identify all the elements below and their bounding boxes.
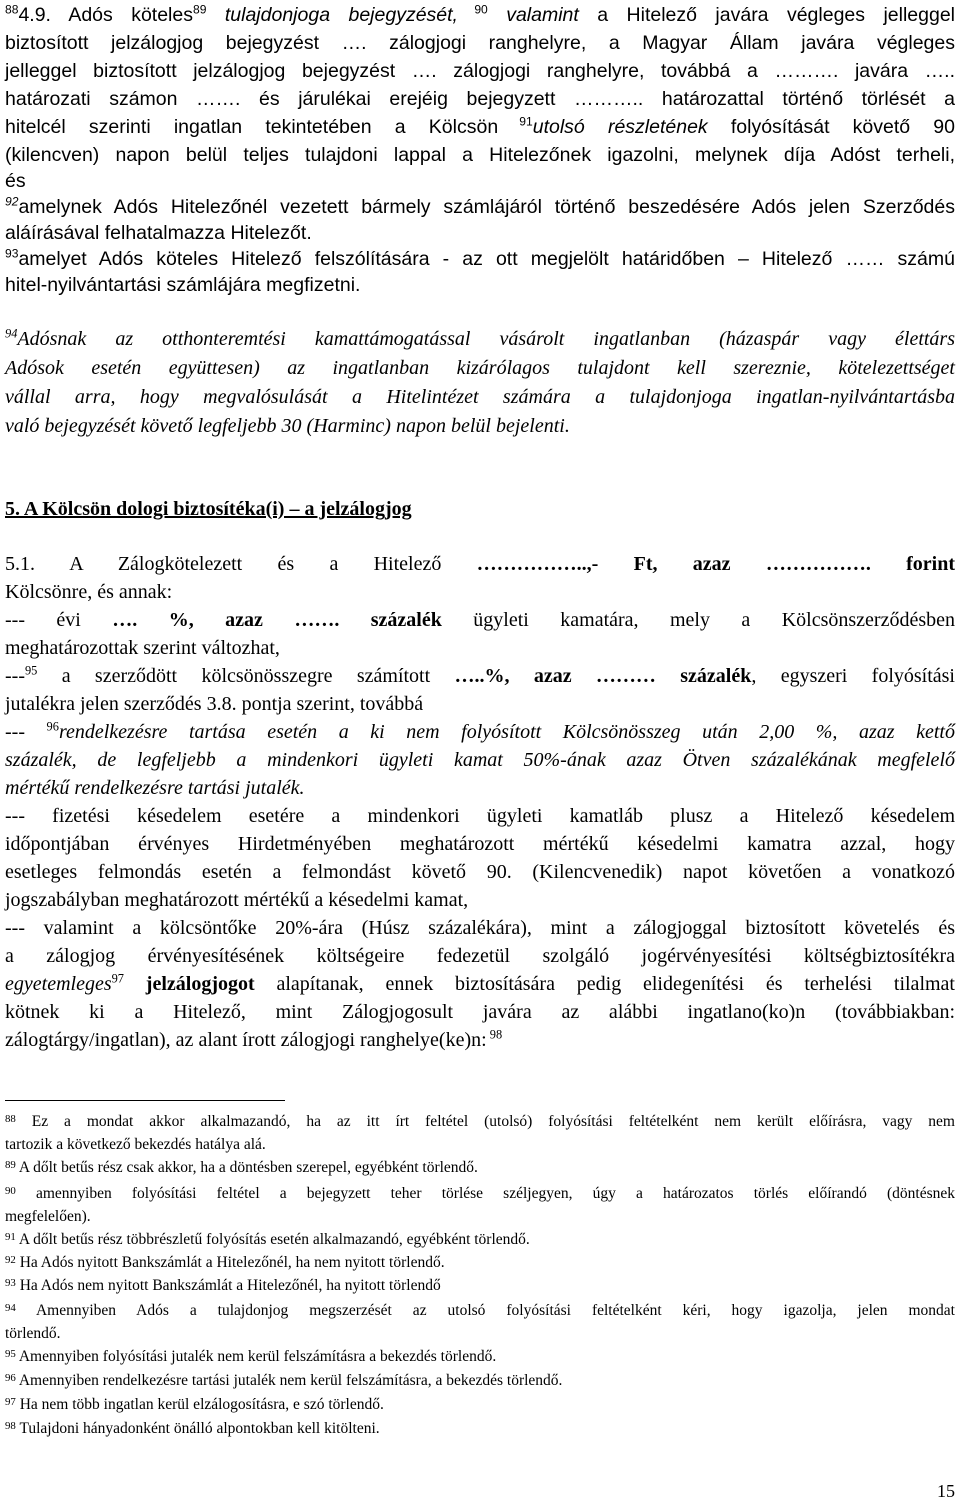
footnote-text: Amennyiben Adós a tulajdonjog megszerzését az utolsó folyósítási feltételként kéri, hogy igazolja, jelen mondat [15,1302,955,1319]
text-line: vállal arra, hogy megvalósulását a Hitelintézet számára a tulajdonjoga ingatlan-nyilvántartásba [5,386,955,408]
footnote-ref[interactable]: 90 [457,2,488,17]
text-span: utolsó részletének [532,116,708,138]
text-line: jogszabályban meghatározott mértékű a késedelmi kamat, [5,889,469,911]
footnote-97 [5,1395,955,1415]
footnote-90-cont: megfelelően). [5,1208,91,1225]
text-span: tulajdonjoga bejegyzését, [206,4,458,26]
text-span: --- [5,665,25,687]
footnote-ref[interactable]: 91 [498,114,533,129]
text-span: Adósnak az otthonteremtési kamattámogatással vásárolt ingatlanban (házaspár vagy élettárs [17,328,955,350]
footnote-88-cont: tartozik a következő bekezdés hatálya alá. [5,1136,266,1153]
text-span: valamint [487,4,579,26]
footnote-number: 94 [5,1302,16,1315]
footnote-number: 95 [5,1348,16,1361]
text-line: jutalékra jelen szerződés 3.8. pontja szerint, továbbá [5,693,424,715]
footnote-89 [5,1158,955,1178]
text-span: ügyleti kamatára, mely a Kölcsönszerződésben [441,609,955,631]
footnote-94 [5,1301,955,1321]
text-line: hitel-nyilvántartási számlájára megfizetni. [5,274,361,296]
footnote-text: Amennyiben rendelkezésre tartási jutalék nem kerül felszámításra, a bekezdés törlendő. [15,1372,563,1389]
footnote-ref[interactable]: 92 [5,194,19,209]
footnote-number: 92 [5,1254,16,1267]
text-line [5,551,955,577]
text-line: aláírásával felhatalmazza Hitelezőt. [5,222,312,244]
text-span: 5.1. A Zálogkötelezett és a Hitelező [5,553,477,575]
text-span: --- évi [5,609,113,631]
section-number: 4.9. [18,4,51,26]
text-line: való bejegyzését követő legfeljebb 30 (Harminc) napon belül bejelenti. [5,415,570,437]
text-span: amelyet Adós köteles Hitelező felszólítására - az ott megjelölt határidőben – Hitelező …… számú [18,248,955,270]
footnote-92 [5,1253,955,1273]
text-line: meghatározottak szerint változhat, [5,637,280,659]
text-span: hitelcél szerinti ingatlan tekintetében a Kölcsön [5,116,499,138]
text-line: biztosított jelzálogjog bejegyzést …. zálogjogi ranghelyre, a Magyar Állam javára végleges [5,32,955,54]
footnote-95 [5,1347,955,1367]
text-line [5,194,955,220]
footnote-ref[interactable]: 94 [5,326,18,341]
text-line [5,355,955,381]
text-line [5,607,955,633]
footnote-number: 93 [5,1277,16,1290]
text-span: rendelkezésre tartása esetén a ki nem folyósított Kölcsönösszeg után 2,00 %, azaz kettő [58,721,955,743]
text-line: és [5,170,26,192]
text-span: tulajdont kell szereznie, kötelezettséget [549,357,955,379]
footnote-number: 90 [5,1185,16,1198]
footnote-96 [5,1371,955,1391]
text-line: időpontjában érvényes Hirdetményében meghatározott mértékű késedelmi kamatra azzal, hogy [5,833,955,855]
footnote-ref[interactable]: 97 [111,971,124,986]
footnote-text: amennyiben folyósítási feltétel a bejegyzett teher törlése széljegyen, úgy a határozatos törlés előírandó (döntésnek [15,1185,955,1202]
text-line: százalék, de legfeljebb a mindenkori ügyleti kamat 50%-ának azaz Ötven százalékának megfelelő [5,749,955,771]
text-line: (kilencven) napon belül teljes tulajdoni lappal a Hitelezőnek igazolni, melynek díja Adóst terheli, [5,144,955,166]
text-span: zálogtárgy/ingatlan), az alant írott zálogjogi ranghelye(ke)n: [5,1029,487,1051]
footnote-ref[interactable]: 98 [486,1027,503,1042]
text-span: alapítanak, ennek biztosítására pedig elidegenítési és terhelési tilalmat [254,973,955,995]
footnote-text: Amennyiben folyósítási jutalék nem kerül felszámításra a bekezdés törlendő. [15,1348,497,1365]
text-line: --- fizetési késedelem esetére a mindenkori ügyleti kamatláb plusz a Hitelező késedelem [5,805,955,827]
text-line: esetleges felmondás esetén a felmondást követő 90. (Kilencvenedik) napot követően a vonatkozó [5,861,955,883]
text-span: folyósítását követő 90 [707,116,955,138]
text-line [5,1027,955,1053]
footnote-number: 97 [5,1396,16,1409]
text-span: Adós köteles [50,4,193,26]
footnote-ref[interactable]: 95 [24,663,38,678]
footnote-91 [5,1230,955,1250]
text-span: egyetemleges [5,973,112,995]
text-line: a zálogjog érvényesítésének költségeire fedezetül szolgáló jogérvényesítési költségbiztosítékra [5,945,955,967]
text-span: amelynek Adós Hitelezőnél vezetett bármely számlájáról történő beszedésére Adós jelen Szerződés [18,196,955,218]
footnote-number: 89 [5,1159,16,1172]
text-line: kötnek ki a Hitelező, mint Zálogjogosult javára az alábbi ingatlano(ko)n (továbbiakban: [5,1001,955,1023]
text-line [5,86,955,112]
footnote-ref[interactable]: 88 [5,2,19,17]
text-span: , egyszeri folyósítási [751,665,955,687]
footnote-separator [5,1100,285,1101]
footnote-text: Tulajdoni hányadonként önálló alpontokban kell kitölteni. [15,1420,380,1437]
text-line [5,2,955,28]
footnote-ref[interactable]: 93 [5,246,19,261]
text-line: mértékű rendelkezésre tartási jutalék. [5,777,305,799]
footnote-number: 88 [5,1113,16,1126]
footnote-text: A dőlt betűs rész többrészletű folyósítás esetén alkalmazandó, egyébként törlendő. [15,1231,530,1248]
text-line [5,114,955,140]
footnote-text: Ha Adós nyitott Bankszámlát a Hitelezőnél, ha nem nyitott törlendő. [15,1254,445,1271]
footnote-text: Ha Adós nem nyitott Bankszámlát a Hitelezőnél, ha nyitott törlendő [15,1277,441,1294]
text-span: ……………..,- Ft, azaz ……………. forint [476,553,955,575]
footnote-93 [5,1276,955,1296]
footnote-text: Ez a mondat akkor alkalmazandó, ha az itt írt feltétel (utolsó) folyósítási feltételként nem került előírásra, vagy nem [15,1113,955,1130]
footnote-90 [5,1184,955,1204]
text-line [5,971,955,997]
text-span: jelzálogjogot [124,973,255,995]
section-heading: 5. A Kölcsön dologi biztosítéka(i) – a jelzálogjog [5,498,412,520]
footnote-number: 91 [5,1231,16,1244]
text-span: határozattal történő törlését a [643,88,955,110]
text-span: --- [5,721,47,743]
text-span: határozati számon ……. és járulékai erejéig bejegyzett ……….. [5,88,644,110]
text-span: …. %, azaz ……. százalék [112,609,442,631]
footnote-ref[interactable]: 96 [46,719,59,734]
footnote-ref[interactable]: 89 [193,2,207,17]
text-line: Kölcsönre, és annak: [5,581,173,603]
text-line [5,326,955,352]
text-span: a szerződött kölcsönösszegre számított [37,665,455,687]
page-number: 15 [937,1481,955,1501]
footnote-text: Ha nem több ingatlan kerül elzálogosításra, e szó törlendő. [15,1396,384,1413]
text-line [5,663,955,689]
footnote-88 [5,1112,955,1132]
footnote-text: A dőlt betűs rész csak akkor, ha a döntésben szerepel, egyébként törlendő. [15,1159,478,1176]
text-span: a Hitelező javára végleges jelleggel [578,4,956,26]
text-line [5,719,955,745]
text-line: --- valamint a kölcsöntőke 20%-ára (Húsz százalékára), mint a zálogjoggal biztosított követelés és [5,917,955,939]
text-span: Adósok esetén együttesen) az ingatlanban kizárólagos [5,357,550,379]
footnote-98 [5,1419,955,1439]
footnote-94-cont: törlendő. [5,1325,61,1342]
text-line: jelleggel biztosított jelzálogjog bejegyzést …. zálogjogi ranghelyre, továbbá a ………. javára ….. [5,60,955,82]
text-span: …..%, azaz ……… százalék [454,665,752,687]
footnote-number: 98 [5,1420,16,1433]
text-line [5,246,955,272]
footnote-number: 96 [5,1372,16,1385]
